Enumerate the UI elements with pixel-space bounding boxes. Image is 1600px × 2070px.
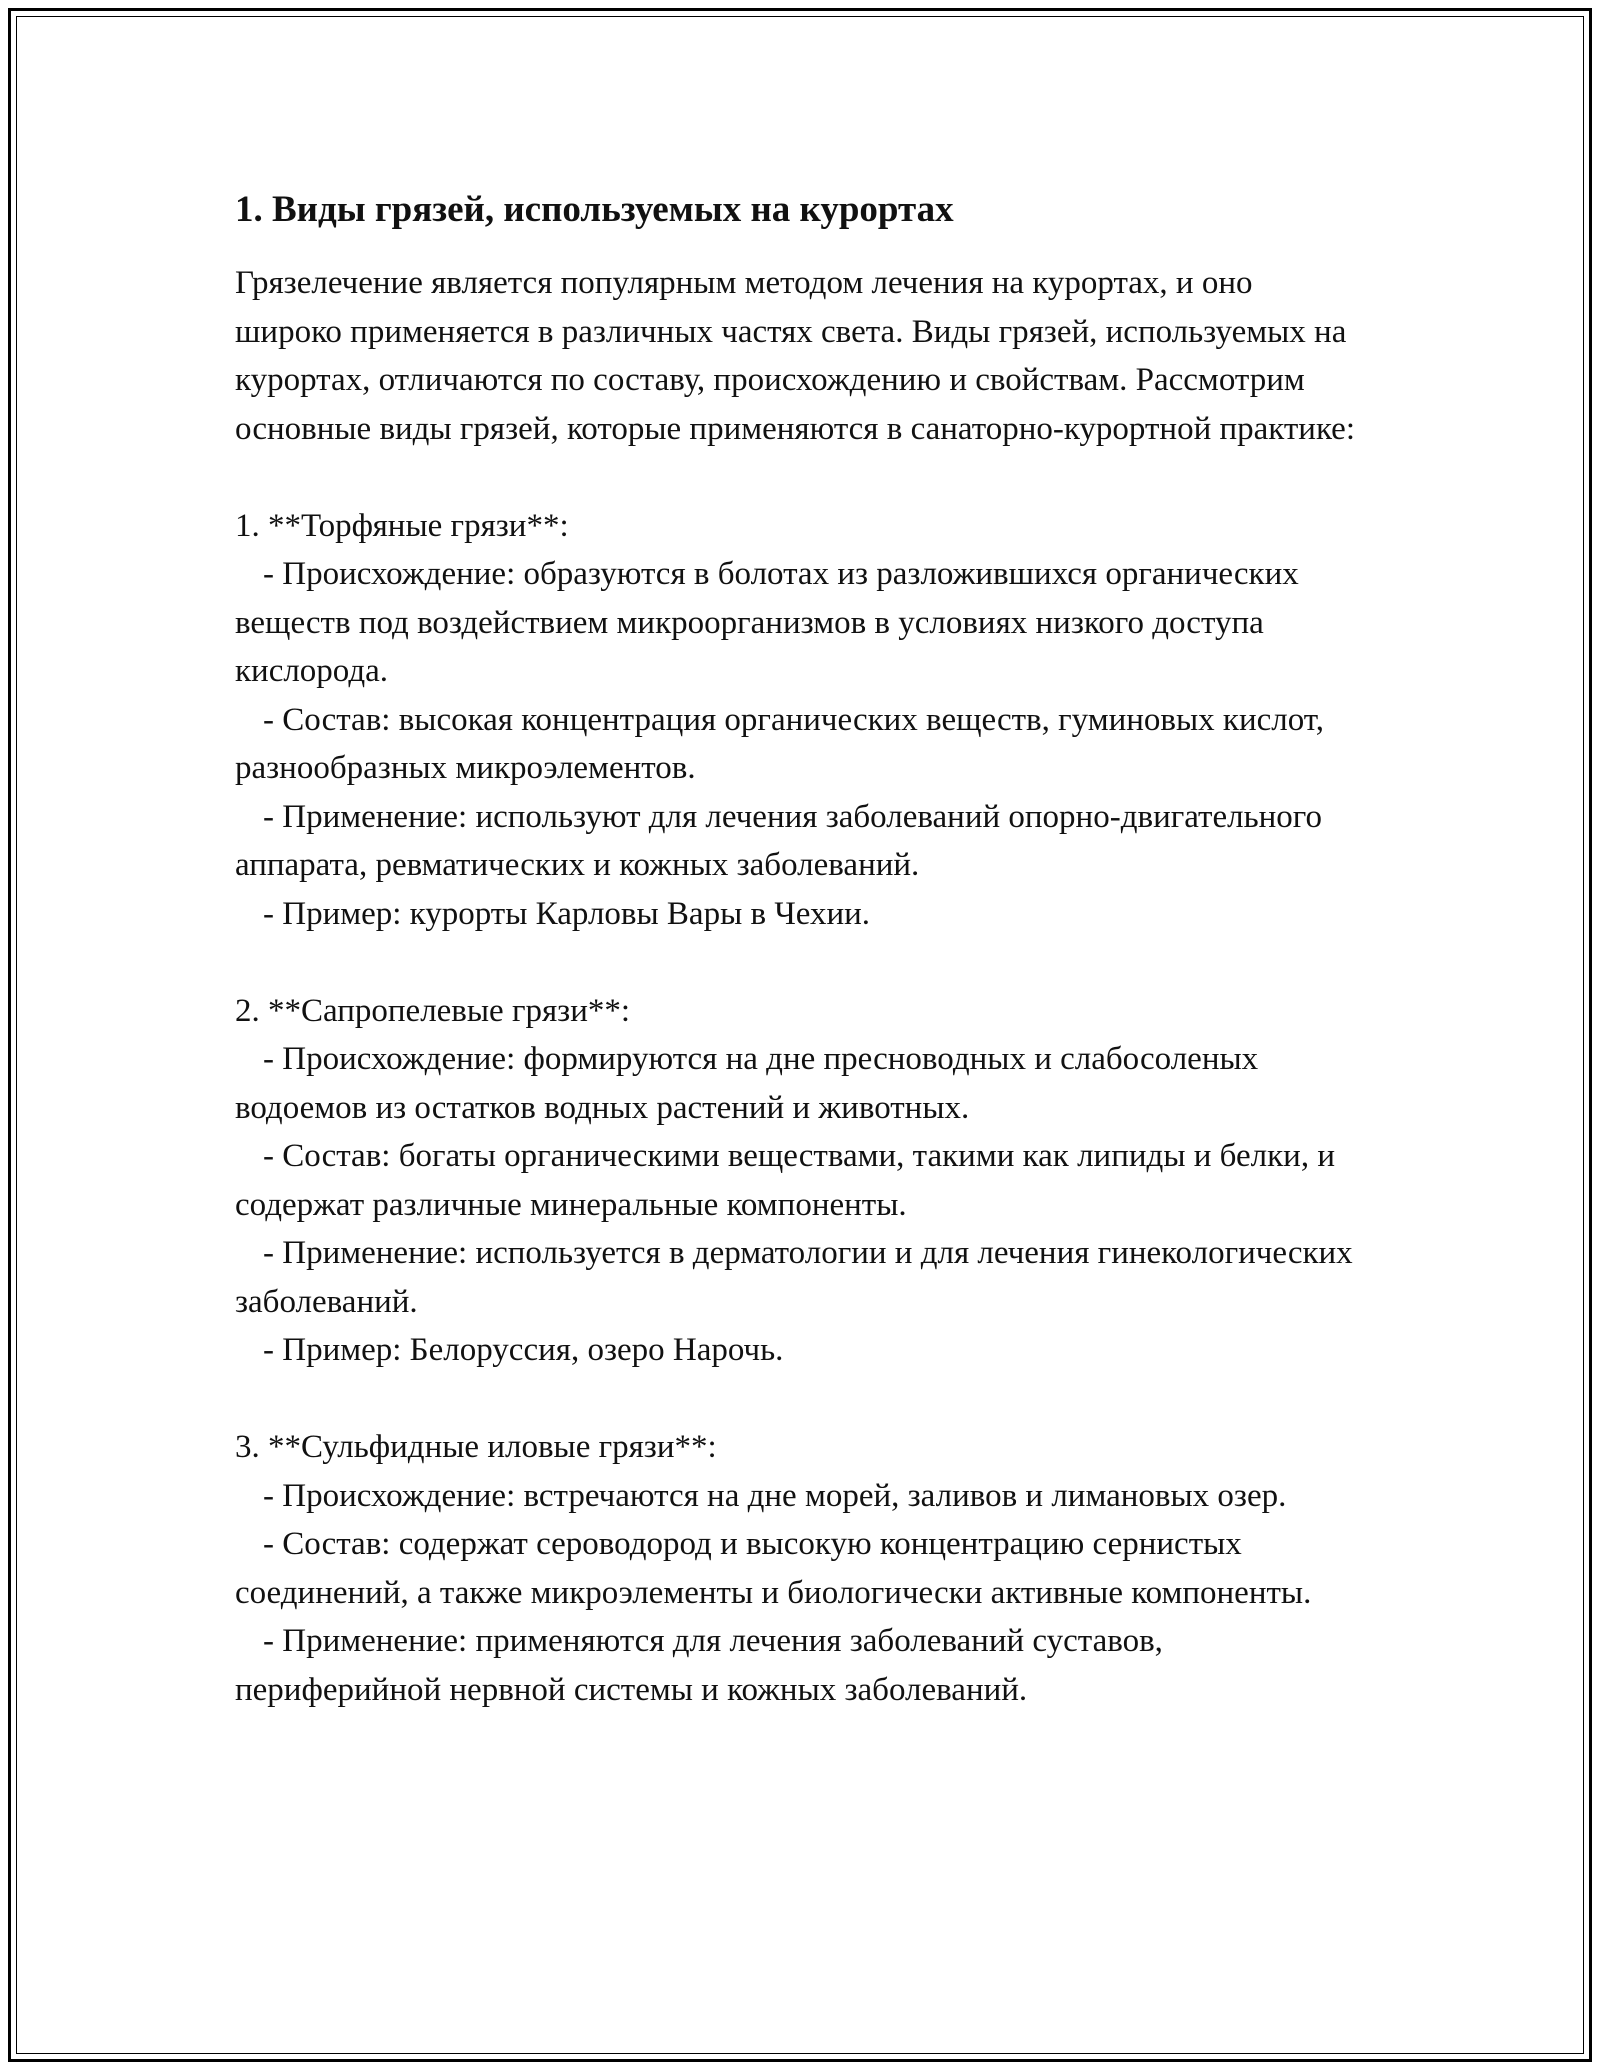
document-body	[235, 186, 1365, 1714]
blank-line	[235, 1375, 1365, 1424]
list-item-title: 3. **Сульфидные иловые грязи**:	[235, 1429, 717, 1465]
list-item-origin: - Происхождение: встречаются на дне морей, заливов и лимановых озер.	[263, 1477, 1287, 1514]
list-item-sapropel-mud	[235, 987, 1365, 1375]
section-heading: 1. Виды грязей, используемых на курортах	[235, 189, 954, 230]
list-item-composition: - Состав: высокая концентрация органических веществ, гуминовых кислот, разнообразных микроэлементов.	[235, 701, 1324, 786]
list-item-application: - Применение: используется в дерматологии и для лечения гинекологических заболеваний.	[235, 1235, 1353, 1320]
blank-line	[235, 453, 1365, 502]
intro-paragraph: Грязелечение является популярным методом лечения на курортах, и оно широко применяется в различных частях света. Виды грязей, используемых на курортах, отличаются по составу, происхождению и свойствам. Рассмотрим основные виды грязей, которые применяются в санаторно-курортной практике:	[235, 265, 1355, 447]
list-item-example: - Пример: Белоруссия, озеро Нарочь.	[263, 1332, 784, 1368]
list-item-origin: - Происхождение: образуются в болотах из разложившихся органических веществ под воздействием микроорганизмов в условиях низкого доступа кислорода.	[235, 556, 1299, 689]
list-item-example: - Пример: курорты Карловы Вары в Чехии.	[263, 895, 871, 932]
list-item-composition: - Состав: богаты органическими веществами, такими как липиды и белки, и содержат различные минеральные компоненты.	[235, 1138, 1335, 1223]
list-item-sulfide-silt-mud	[235, 1423, 1365, 1714]
list-item-application: - Применение: используют для лечения заболеваний опорно-двигательного аппарата, ревматических и кожных заболеваний.	[235, 798, 1323, 883]
list-item-title: 2. **Сапропелевые грязи**:	[235, 992, 631, 1029]
blank-line	[235, 938, 1365, 987]
list-item-title: 1. **Торфяные грязи**:	[235, 507, 569, 544]
list-item-peat-mud	[235, 502, 1365, 939]
list-item-composition: - Состав: содержат сероводород и высокую концентрацию сернистых соединений, а также микроэлементы и биологически активные компоненты.	[235, 1526, 1312, 1611]
list-item-application: - Применение: применяются для лечения заболеваний суставов, периферийной нервной системы и кожных заболеваний.	[235, 1623, 1163, 1708]
list-item-origin: - Происхождение: формируются на дне пресноводных и слабосоленых водоемов из остатков водных растений и животных.	[235, 1041, 1259, 1126]
